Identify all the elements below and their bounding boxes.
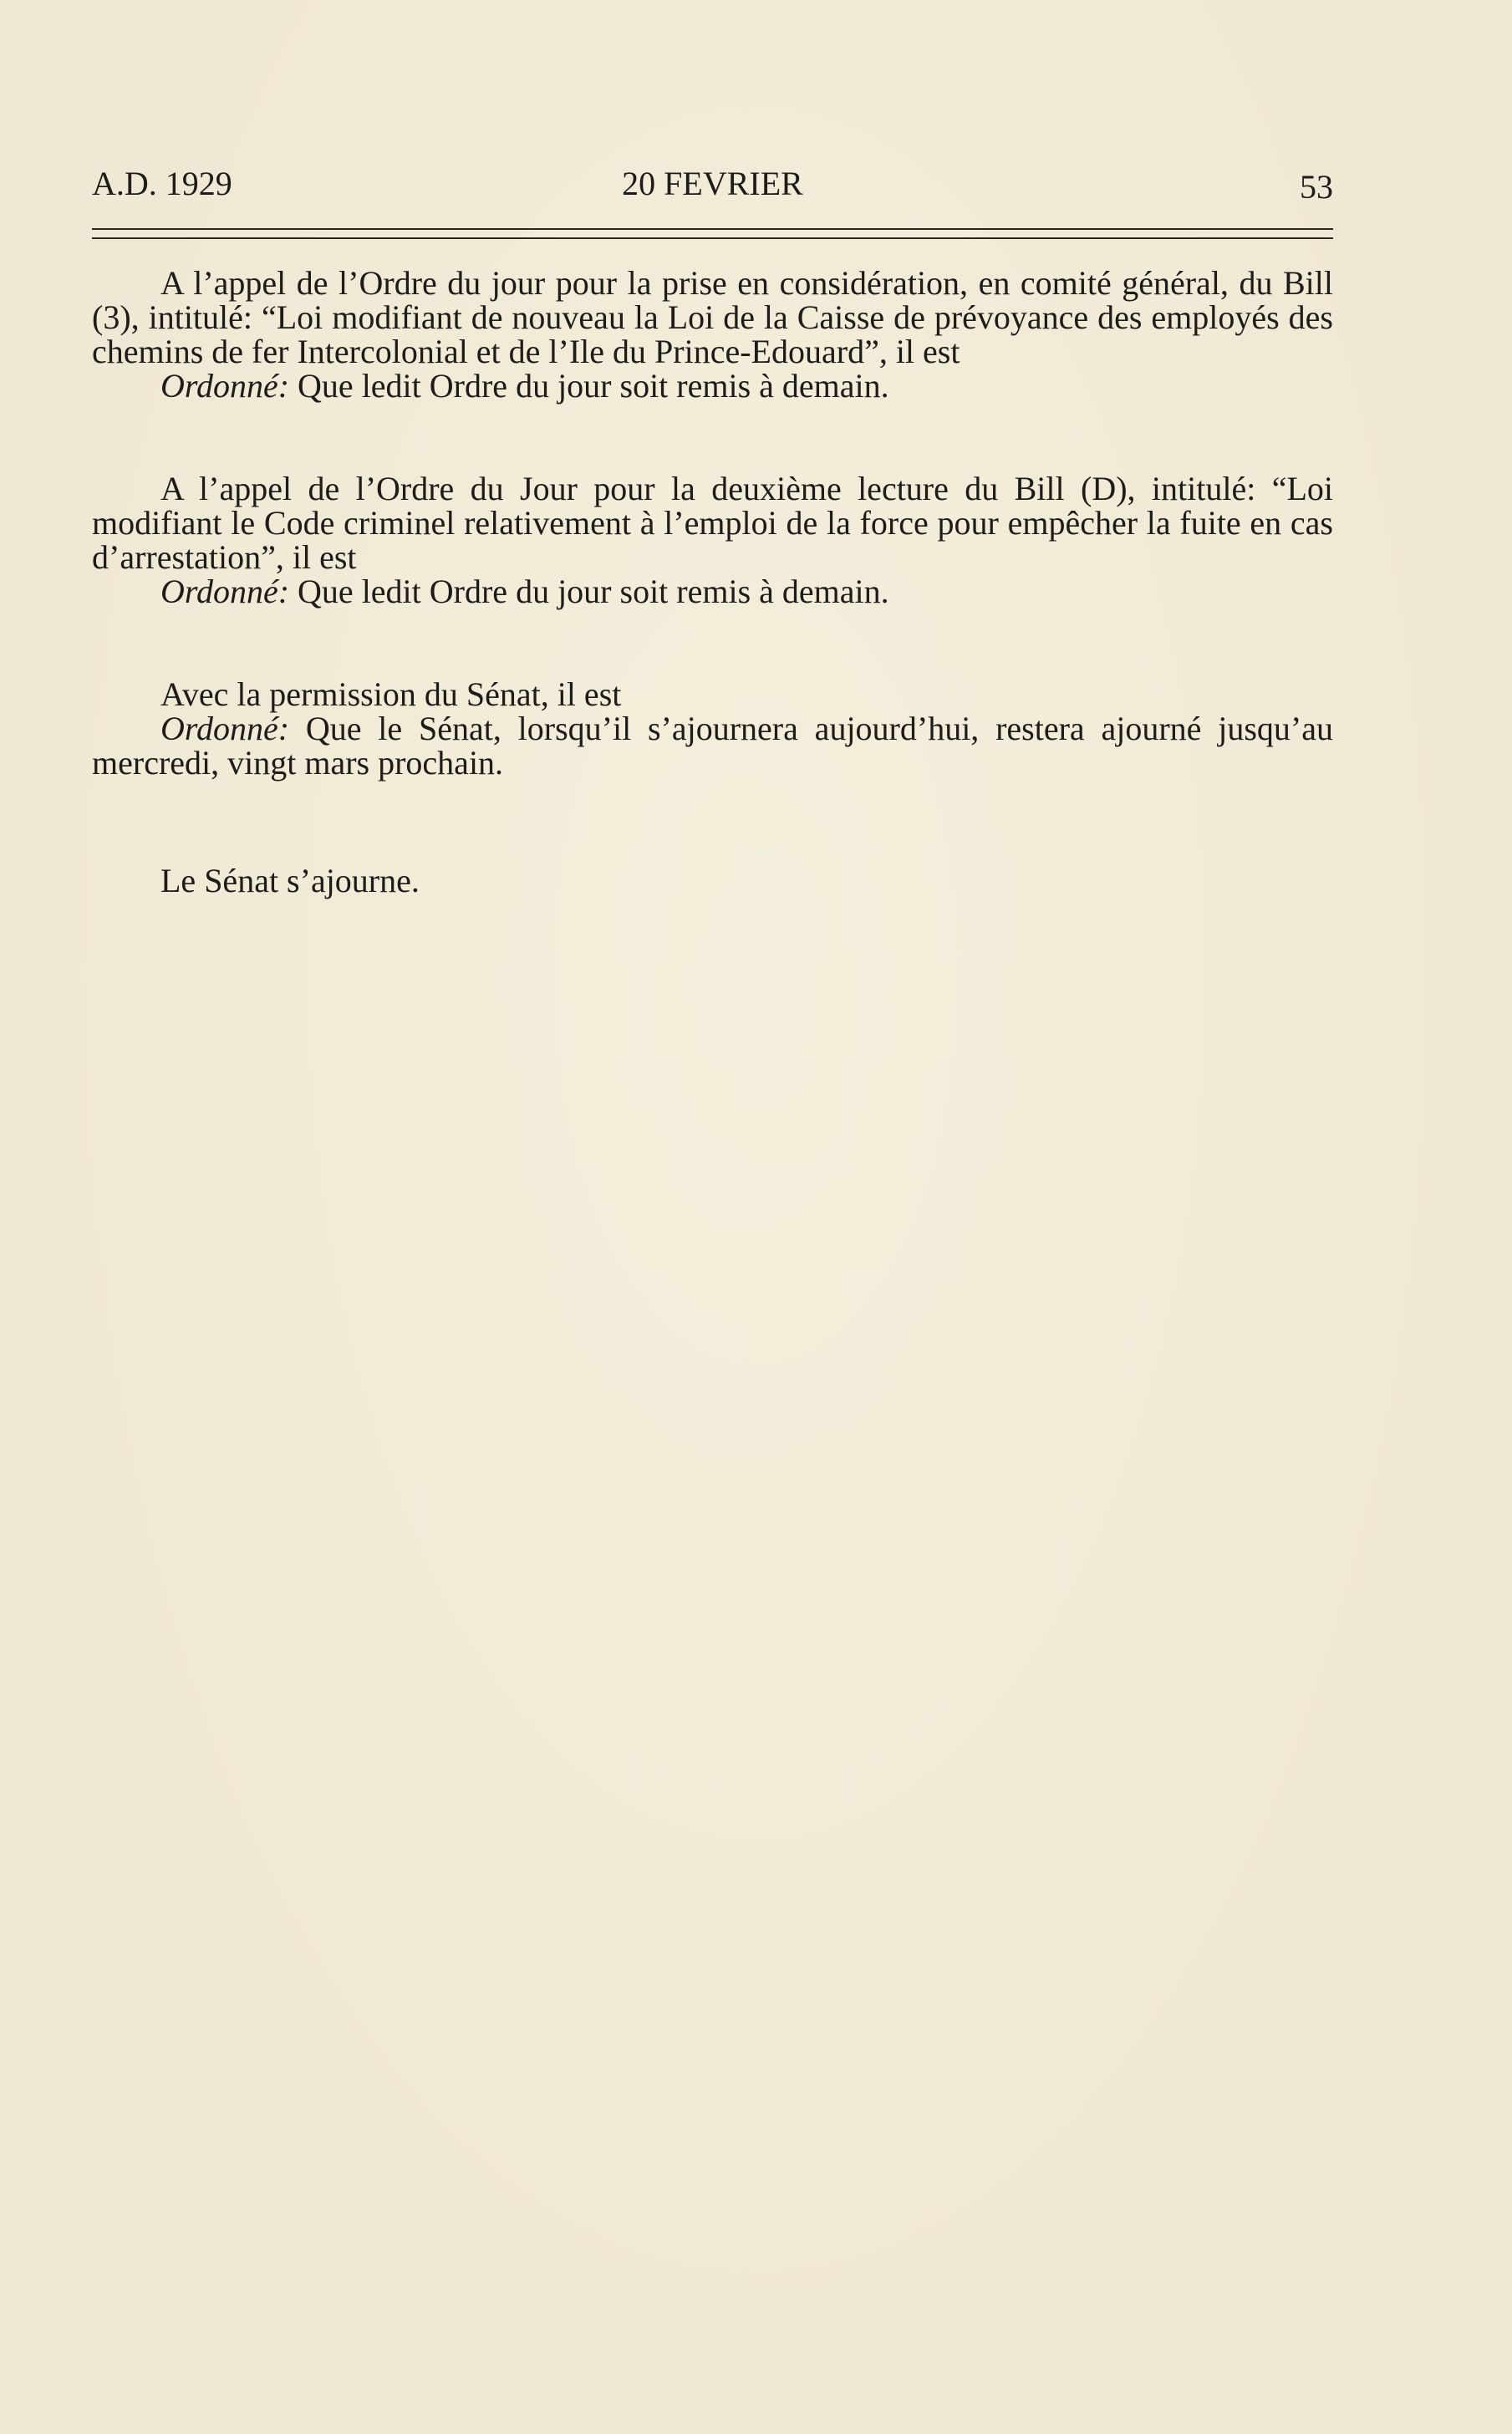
order-line-bill-d [92, 574, 1333, 608]
header-year: A.D. 1929 [92, 165, 232, 202]
paragraph-adjournment-permission: Avec la permission du Sénat, il est [160, 675, 622, 713]
order-text: Que le Sénat, lorsqu’il s’ajournera aujourd’hui, restera ajourné jusqu’au mercredi, vingt mars prochain. [92, 710, 1333, 782]
spacer [92, 608, 1333, 677]
header-rule-top [92, 228, 1333, 230]
paragraph-bill-d: A l’appel de l’Ordre du Jour pour la deuxième lecture du Bill (D), intitulé: “Loi modifiant le Code criminel relativement à l’emploi de la force pour empêcher la fuite en cas d’arrestation”, il est [92, 470, 1333, 576]
running-head [92, 160, 1333, 207]
spacer [92, 780, 1333, 863]
page-number: 53 [1300, 168, 1333, 206]
order-text: Que ledit Ordre du jour soit remis à demain. [289, 573, 889, 610]
header-date: 20 FEVRIER [622, 165, 803, 202]
spacer [92, 403, 1333, 471]
ordonne-label: Ordonné: [160, 710, 290, 747]
order-line-bill-3 [92, 369, 1333, 403]
closing-line: Le Sénat s’ajourne. [160, 862, 420, 899]
ordonne-label: Ordonné: [160, 367, 290, 405]
paragraph-bill-3: A l’appel de l’Ordre du jour pour la prise en considération, en comité général, du Bill (3), intitulé: “Loi modifiant de nouveau la Loi de la Caisse de prévoyance des employés des chemins de fer Intercolonial et de l’Ile du Prince-Edouard”, il est [92, 264, 1333, 370]
order-text: Que ledit Ordre du jour soit remis à demain. [289, 367, 889, 405]
ordonne-label: Ordonné: [160, 573, 290, 610]
body-text [92, 266, 1333, 898]
header-rule-bottom [92, 237, 1333, 239]
order-line-adjournment [92, 711, 1333, 780]
